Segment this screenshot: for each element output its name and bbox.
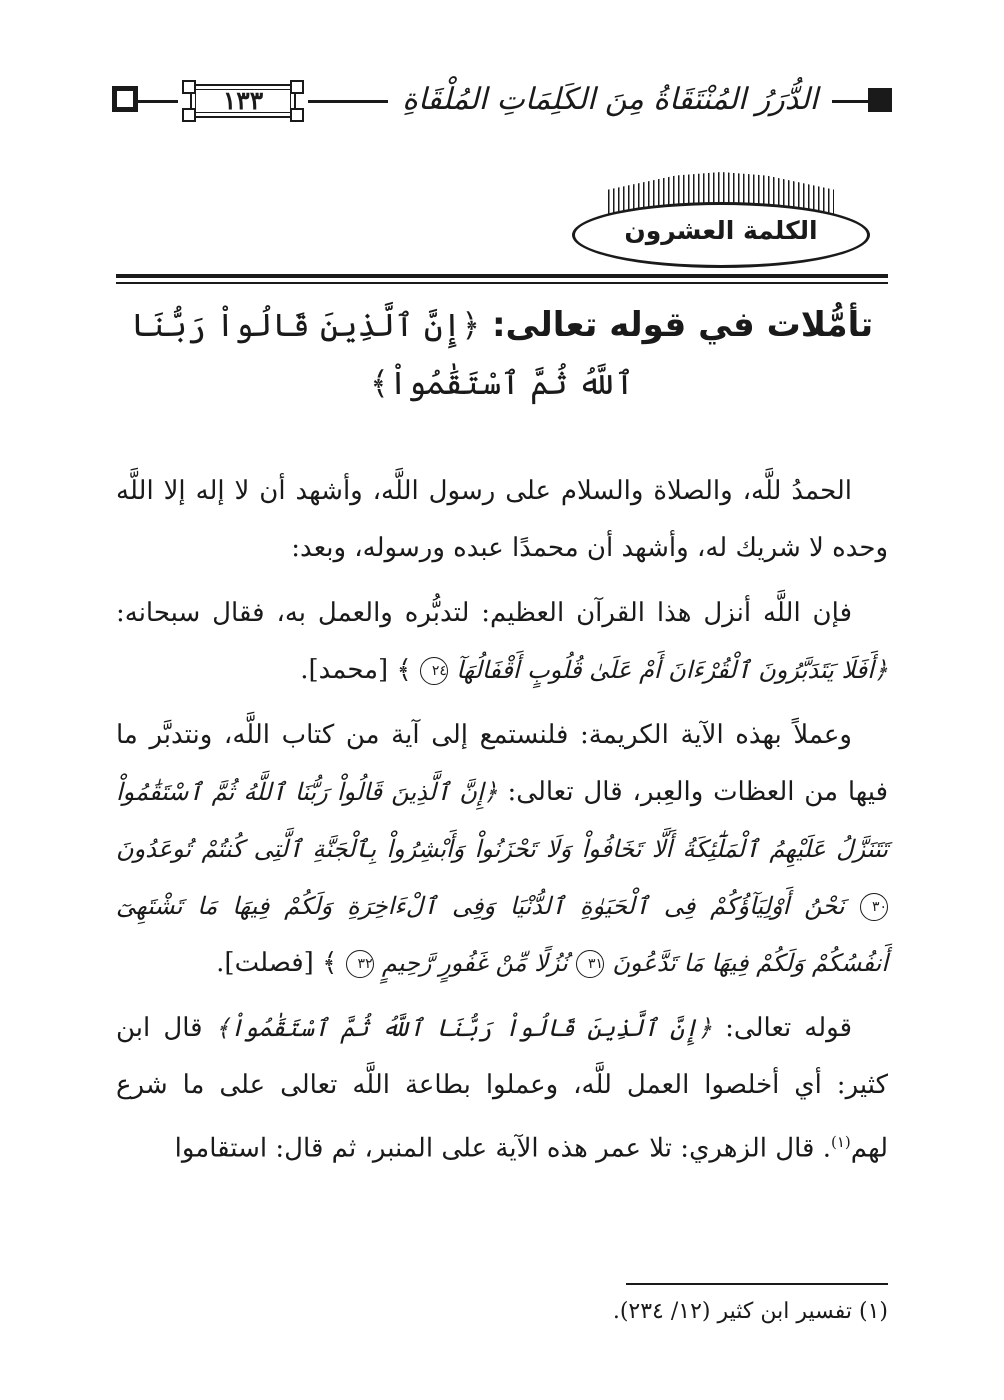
paragraph-1-text: الحمدُ للَّه، والصلاة والسلام على رسول اللَّه، وأشهد أن لا إله إلا اللَّه وحده لا شريك له، وأشهد أن محمدًا عبده ورسوله، وبعد: [116, 476, 888, 563]
surah-reference: ﴾ [محمد]. [300, 655, 412, 685]
section-rule-thick [116, 274, 888, 278]
verse-number: ٣١ [576, 950, 604, 978]
verse-number: ٣٠ [860, 893, 888, 921]
footnote-marker[interactable]: (١) [831, 1133, 851, 1151]
heading-label: تأمُّلات في قوله تعالى: [491, 305, 874, 345]
running-title: الدُّرَرُ المُنْتَقَاةُ مِنَ الكَلِمَاتِ المُلْقَاةِ [388, 80, 832, 120]
heading-verse: ﴿إِنَّ ٱلَّذِينَ قَالُواْ رَبُّنَا ٱللَّهُ ثُمَّ ٱسْتَقَٰمُواْ﴾ [130, 306, 635, 402]
verse-number: ٣٢ [346, 950, 374, 978]
verse-number: ٢٤ [420, 657, 448, 685]
page-number-frame [178, 78, 308, 124]
paragraph-3 [116, 707, 888, 992]
section-heading [116, 296, 888, 412]
header-square-ornament-right [868, 88, 892, 112]
paragraph-2 [116, 585, 888, 699]
quran-verse: نَحْنُ أَوْلِيَآؤُكُمْ فِى ٱلْحَيَوٰةِ ٱلدُّنْيَا وَفِى ٱلْءَاخِرَةِ وَلَكُمْ فِيهَا مَا تَشْتَهِىٓ أَنفُسُكُمْ وَلَكُمْ فِيهَا مَا تَدَّعُونَ [116, 892, 888, 977]
chapter-badge [572, 172, 870, 264]
body-text [116, 463, 888, 1178]
paragraph-3-text: وعملاً بهذه الآية الكريمة: فلنستمع إلى آية من كتاب اللَّه، ونتدبَّر ما فيها من العظات والعِبر، قال تعالى: [116, 720, 889, 807]
surah-reference: ﴾ [فصلت]. [216, 948, 338, 978]
quran-verse: ﴿إِنَّ ٱلَّذِينَ قَالُواْ رَبُّنَا ٱللَّهُ ثُمَّ ٱسْتَقَٰمُواْ﴾ [215, 1014, 713, 1042]
chapter-title: الكلمة العشرون [624, 216, 818, 245]
paragraph-4-text: قوله تعالى: [725, 1013, 853, 1043]
page-number: ١٣٣ [222, 86, 264, 115]
paragraph-4-continued: . قال الزهري: تلا عمر هذه الآية على المنبر، ثم قال: استقاموا [174, 1133, 831, 1164]
footnote-rule [626, 1283, 888, 1285]
section-rule-thin [116, 282, 888, 284]
quran-verse: نُزُلًا مِّنْ غَفُورٍ رَّحِيمٍ [381, 949, 568, 977]
paragraph-1 [116, 463, 888, 577]
page-header [112, 78, 892, 126]
quran-verse: ﴿أَفَلَا يَتَدَبَّرُونَ ٱلْقُرْءَانَ أَمْ عَلَىٰ قُلُوبٍ أَقْفَالُهَآ [456, 656, 888, 684]
paragraph-4 [116, 1000, 888, 1178]
quran-verse: ﴿إِنَّ ٱلَّذِينَ قَالُواْ رَبُّنَا ٱللَّهُ ثُمَّ ٱسْتَقَٰمُواْ تَتَنَزَّلُ عَلَيْهِمُ ٱلْمَلَٰٓئِكَةُ أَلَّا تَخَافُواْ وَلَا تَحْزَنُواْ وَأَبْشِرُواْ بِٱلْجَنَّةِ ٱلَّتِى كُنتُمْ تُوعَدُونَ [116, 778, 888, 863]
footnote: (١) تفسير ابن كثير (١٢/ ٢٣٤). [612, 1299, 888, 1324]
header-square-ornament-left [112, 86, 138, 112]
paragraph-4-commentary: قال ابن كثير: أي أخلصوا العمل للَّه، وعملوا بطاعة اللَّه تعالى على ما شرع لهم [116, 1013, 888, 1164]
paragraph-2-text: فإن اللَّه أنزل هذا القرآن العظيم: لتدبُّره والعمل به، فقال سبحانه: [116, 598, 852, 628]
